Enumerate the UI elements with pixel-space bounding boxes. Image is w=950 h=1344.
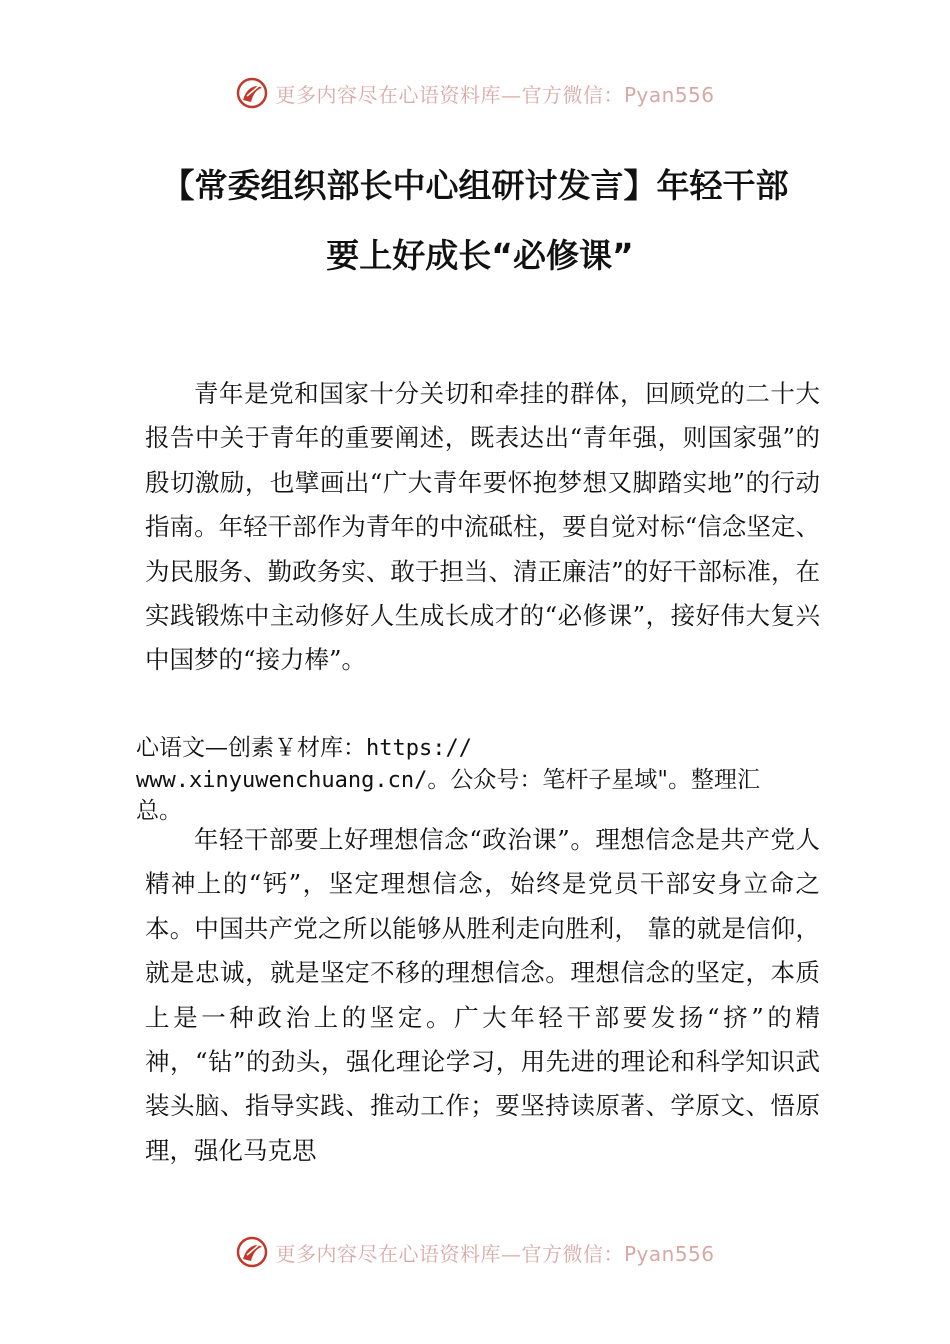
document-title-line-1: 【常委组织部长中心组研讨发言】年轻干部 xyxy=(161,166,789,205)
paragraph-intro-text: 青年是党和国家十分关切和牵挂的群体，回顾党的二十大报告中关于青年的重要阐述，既表达出“青年强，则国家强”的殷切激励，也擘画出“广大青年要怀抱梦想又脚踏实地”的行动指南。年轻干部作为青年的中流砥柱，要自觉对标“信念坚定、为民服务、勤政务实、敢于担当、清正廉洁”的好干部标准，在实践锻炼中主动修好人生成长成才的“必修课”，接好伟大复兴中国梦的“接力棒”。 xyxy=(145,379,820,675)
source-note xyxy=(136,733,836,827)
footer-banner xyxy=(0,1232,950,1272)
paragraph-ideals xyxy=(145,818,820,1173)
document-title-line-2: 要上好成长“必修课” xyxy=(326,236,634,275)
header-slogan: 更多内容尽在心语资料库—官方微信：Pyan556 xyxy=(275,82,715,107)
brand-logo-icon xyxy=(235,76,269,110)
source-note-line-2: www.xinyuwenchuang.cn/。公众号：笔杆子星域"。整理汇 xyxy=(136,766,760,793)
source-note-line-1: 心语文—创素￥材库：https:// xyxy=(136,735,472,761)
brand-logo-icon xyxy=(235,1235,269,1269)
paragraph-ideals-text: 年轻干部要上好理想信念“政治课”。理想信念是共产党人精神上的“钙”，坚定理想信念，始终是党员干部安身立命之本。中国共产党之所以能够从胜利走向胜利， 靠的就是信仰，就是忠诚，就是坚定不移的理想信念。理想信念的坚定，本质上是一种政治上的坚定。广大年轻干部要发扬“挤”的精神，“钻”的劲头，强化理论学习，用先进的理论和科学知识武装头脑、指导实践、推动工作；要坚持读原著、学原文、悟原理，强化马克思 xyxy=(145,825,820,1165)
footer-slogan: 更多内容尽在心语资料库—官方微信：Pyan556 xyxy=(275,1241,715,1266)
source-note-line-3: 总。 xyxy=(136,798,182,824)
paragraph-intro xyxy=(145,372,820,683)
footer-wechat-id: Pyan556 xyxy=(623,1241,715,1266)
header-banner xyxy=(0,73,950,113)
header-wechat-id: Pyan556 xyxy=(623,82,715,107)
